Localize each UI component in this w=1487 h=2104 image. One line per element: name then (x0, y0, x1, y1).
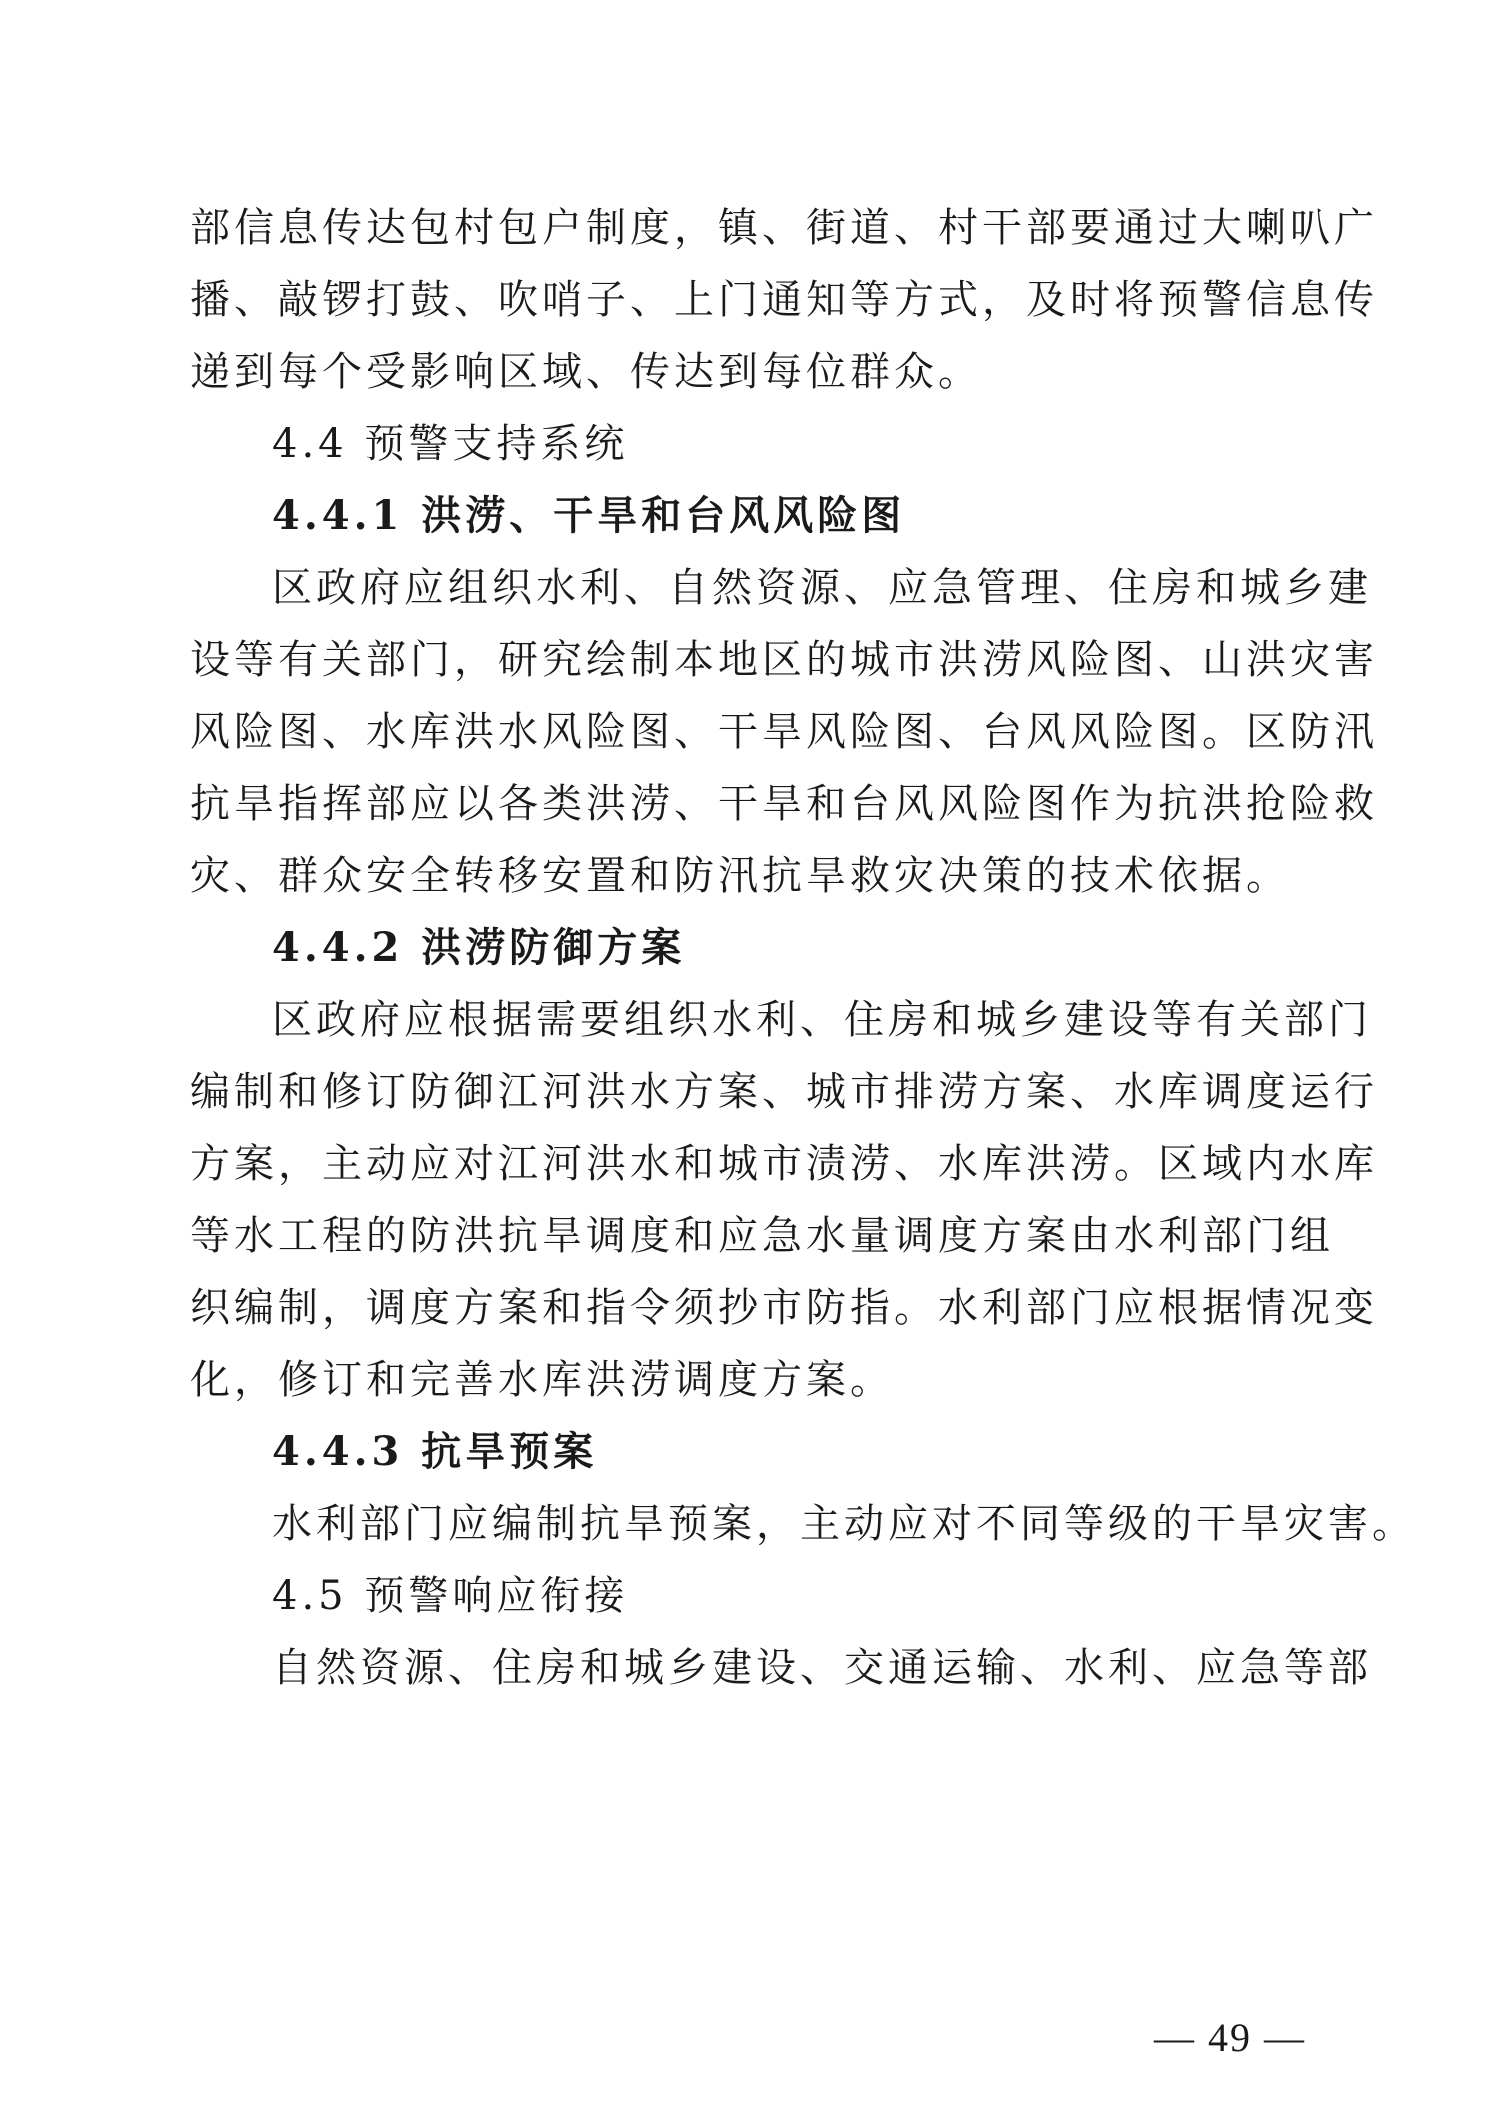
paragraph-line: 织编制，调度方案和指令须抄市防指。水利部门应根据情况变 (190, 1285, 1378, 1331)
paragraph-line: 化，修订和完善水库洪涝调度方案。 (190, 1357, 894, 1403)
paragraph-line: 设等有关部门，研究绘制本地区的城市洪涝风险图、山洪灾害 (190, 637, 1378, 683)
paragraph-line: 水利部门应编制抗旱预案，主动应对不同等级的干旱灾害。 (272, 1501, 1416, 1547)
paragraph-line: 灾、群众安全转移安置和防汛抗旱救灾决策的技术依据。 (190, 853, 1290, 899)
section-heading-4-4-3: 4.4.3 抗旱预案 (272, 1428, 598, 1475)
paragraph-line: 等水工程的防洪抗旱调度和应急水量调度方案由水利部门组 (190, 1213, 1334, 1259)
paragraph-line: 编制和修订防御江河洪水方案、城市排涝方案、水库调度运行 (190, 1069, 1378, 1115)
section-heading-4-4-1: 4.4.1 洪涝、干旱和台风风险图 (272, 492, 906, 539)
page-number: — 49 — (1154, 2015, 1306, 2060)
section-heading-4-4: 4.4 预警支持系统 (272, 421, 629, 467)
paragraph-line: 风险图、水库洪水风险图、干旱风险图、台风风险图。区防汛 (190, 709, 1378, 755)
paragraph-line: 递到每个受影响区域、传达到每位群众。 (190, 349, 982, 395)
section-heading-4-5: 4.5 预警响应衔接 (272, 1573, 629, 1619)
paragraph-line: 抗旱指挥部应以各类洪涝、干旱和台风风险图作为抗洪抢险救 (190, 781, 1378, 827)
paragraph-line: 部信息传达包村包户制度，镇、街道、村干部要通过大喇叭广 (190, 205, 1378, 251)
paragraph-line: 自然资源、住房和城乡建设、交通运输、水利、应急等部 (272, 1645, 1372, 1691)
paragraph-line: 区政府应根据需要组织水利、住房和城乡建设等有关部门 (272, 997, 1372, 1043)
paragraph-line: 区政府应组织水利、自然资源、应急管理、住房和城乡建 (272, 565, 1372, 611)
paragraph-line: 播、敲锣打鼓、吹哨子、上门通知等方式，及时将预警信息传 (190, 277, 1378, 323)
paragraph-line: 方案，主动应对江河洪水和城市渍涝、水库洪涝。区域内水库 (190, 1141, 1378, 1187)
section-heading-4-4-2: 4.4.2 洪涝防御方案 (272, 924, 686, 971)
